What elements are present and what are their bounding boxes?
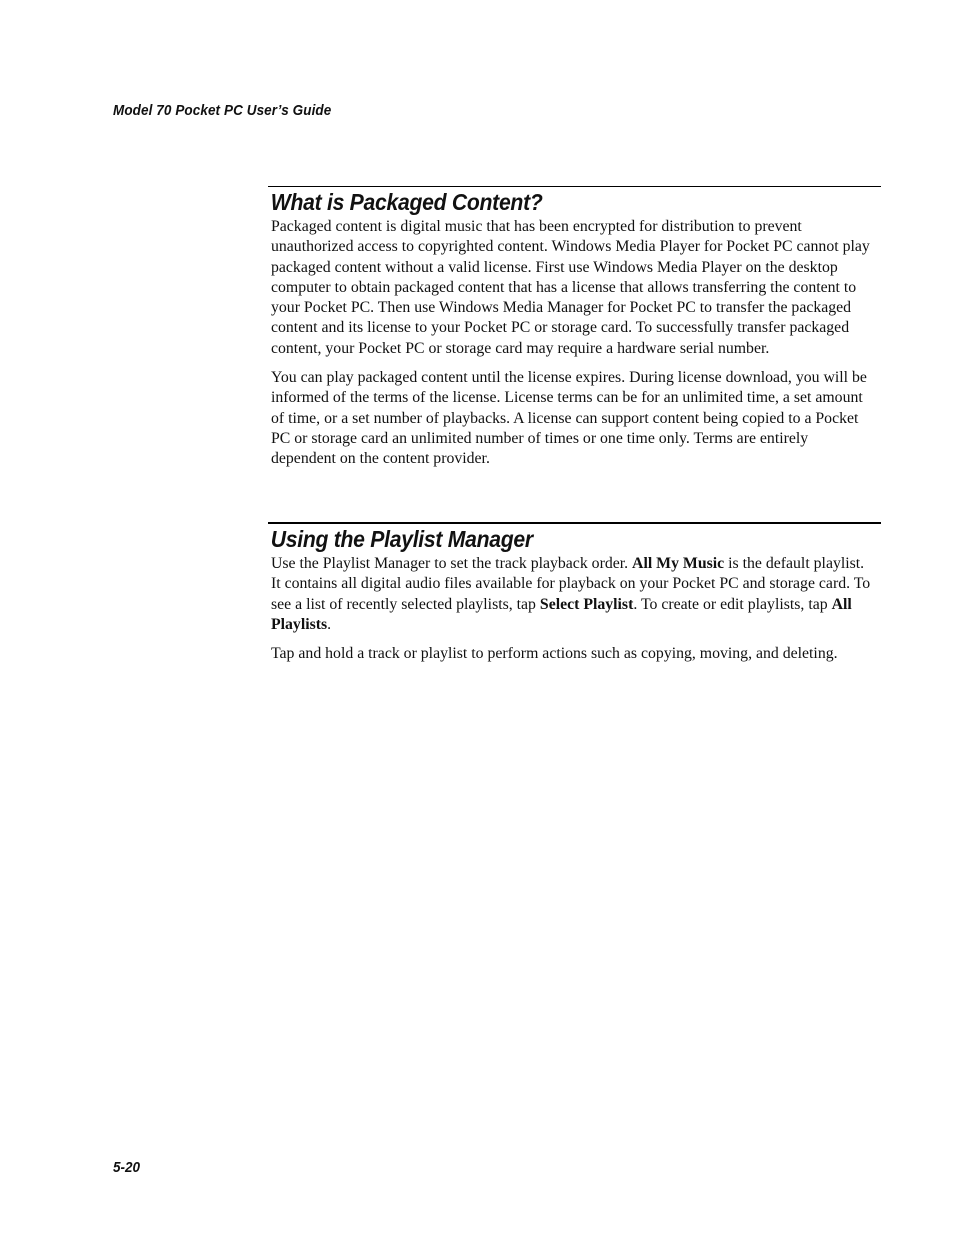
body-paragraph: Packaged content is digital music that has been encrypted for distribution to prevent unauthorized access to copyrighted content. Windows Media Player for Pocket PC cannot play packaged content without a valid license. First use Windows Media Player on the desktop computer to obtain packaged content that has a license that allows transferring the content to your Pocket PC. Then use Windows Media Manager for Pocket PC to transfer the packaged content and its license to your Pocket PC or storage card. To successfully transfer packaged content, your Pocket PC or storage card may require a hardware serial number. xyxy=(271,218,870,357)
body-paragraph xyxy=(268,554,877,635)
bold-term-all-my-music: All My Music xyxy=(632,555,725,572)
text-run: . xyxy=(327,615,332,633)
text-run: . To create or edit playlists, tap xyxy=(633,595,832,613)
running-header: Model 70 Pocket PC User’s Guide xyxy=(113,102,332,119)
section-playlist-manager xyxy=(268,522,881,673)
section-heading: Using the Playlist Manager xyxy=(270,526,533,552)
page-number: 5-20 xyxy=(113,1159,141,1176)
bold-term-all-playlists: All Playlists xyxy=(271,595,852,633)
text-run: is the default playlist. It contains all digital audio files available for playback on your Pocket PC and storage card. To see a list of recently selected playlists, tap xyxy=(271,555,871,613)
section-packaged-content xyxy=(268,186,881,479)
body-paragraph: You can play packaged content until the license expires. During license download, you will be informed of the terms of the license. License terms can be for an unlimited time, a set amount of time, or a set number of playbacks. A license can support content being copied to a Pocket PC or storage card an unlimited number of times or one time only. Terms are entirely dependent on the content provider. xyxy=(271,369,867,468)
section-heading: What is Packaged Content? xyxy=(270,189,543,215)
bold-term-select-playlist: Select Playlist xyxy=(539,595,634,613)
text-run: Use the Playlist Manager to set the track playback order. xyxy=(271,555,633,572)
body-paragraph: Tap and hold a track or playlist to perform actions such as copying, moving, and deleting. xyxy=(271,645,838,663)
